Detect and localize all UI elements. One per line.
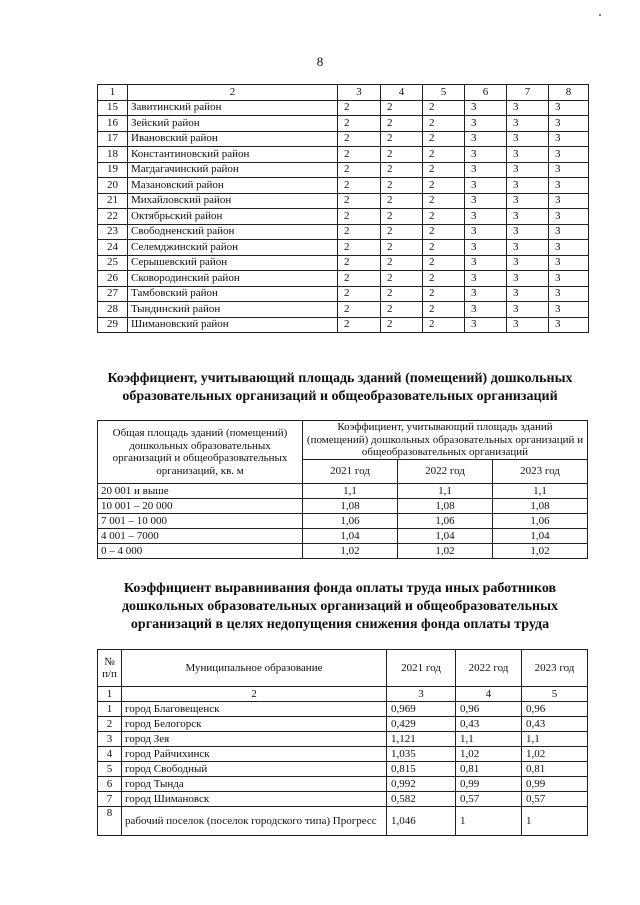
cell-value: 0,815: [387, 762, 456, 777]
district-name: Мазановский район: [128, 178, 338, 194]
cell-value: 2: [338, 224, 381, 240]
year-header: 2022 год: [456, 650, 522, 687]
cell-value: 3: [507, 147, 549, 163]
cell-value: 3: [549, 317, 589, 333]
cell-value: 1,035: [387, 747, 456, 762]
row-number: 17: [98, 131, 128, 147]
area-range: 20 001 и выше: [98, 484, 303, 499]
cell-value: 2: [381, 240, 423, 256]
district-name: Тындинский район: [128, 302, 338, 318]
year-header: 2023 год: [522, 650, 588, 687]
cell-value: 2: [338, 286, 381, 302]
table-row: [98, 499, 588, 514]
cell-value: 3: [507, 193, 549, 209]
area-range: 10 001 – 20 000: [98, 499, 303, 514]
cell-value: 3: [507, 240, 549, 256]
cell-value: 0,57: [456, 792, 522, 807]
cell-value: 3: [549, 131, 589, 147]
cell-value: 2: [423, 147, 465, 163]
cell-value: 3: [465, 100, 507, 116]
title-line: Коэффициент выравнивания фонда оплаты труда иных работников: [123, 581, 557, 596]
district-name: Магдагачинский район: [128, 162, 338, 178]
cell-value: 2: [338, 162, 381, 178]
cell-value: 3: [465, 302, 507, 318]
cell-value: 3: [507, 302, 549, 318]
cell-value: 2: [423, 116, 465, 132]
cell-value: 3: [465, 224, 507, 240]
cell-value: 3: [507, 286, 549, 302]
table-row: [98, 777, 588, 792]
cell-value: 2: [381, 131, 423, 147]
column-index: 3: [387, 687, 456, 702]
header-cell: 7: [507, 85, 549, 101]
cell-value: 3: [465, 271, 507, 287]
cell-value: 0,429: [387, 717, 456, 732]
cell-value: 2: [338, 317, 381, 333]
area-coefficient-table: [97, 420, 588, 559]
cell-value: 1,1: [456, 732, 522, 747]
cell-value: 2: [423, 224, 465, 240]
cell-value: 1,1: [303, 484, 398, 499]
row-number: 27: [98, 286, 128, 302]
row-number: 1: [98, 702, 122, 717]
cell-value: 3: [549, 100, 589, 116]
table-row: [98, 209, 589, 225]
year-header: 2023 год: [493, 460, 588, 484]
cell-value: 2: [381, 147, 423, 163]
wage-fund-coefficient-table: [97, 649, 588, 836]
district-name: Свободненский район: [128, 224, 338, 240]
column-index-row: [98, 687, 588, 702]
cell-value: 2: [338, 209, 381, 225]
cell-value: 1,02: [303, 544, 398, 559]
cell-value: 0,81: [456, 762, 522, 777]
cell-value: 3: [465, 255, 507, 271]
municipality-name: город Шимановск: [122, 792, 387, 807]
table-row: [98, 193, 589, 209]
cell-value: 2: [423, 255, 465, 271]
cell-value: 2: [338, 147, 381, 163]
cell-value: 1,046: [387, 807, 456, 836]
table-row: [98, 178, 589, 194]
table-row: [98, 807, 588, 836]
cell-value: 2: [338, 271, 381, 287]
cell-value: 1: [456, 807, 522, 836]
cell-value: 1,02: [522, 747, 588, 762]
row-number: 2: [98, 717, 122, 732]
cell-value: 3: [507, 100, 549, 116]
table-row: [98, 717, 588, 732]
cell-value: 2: [423, 178, 465, 194]
cell-value: 2: [338, 255, 381, 271]
municipality-name: город Тында: [122, 777, 387, 792]
district-name: Завитинский район: [128, 100, 338, 116]
cell-value: 3: [549, 116, 589, 132]
table-row: [98, 792, 588, 807]
title-line: Коэффициент, учитывающий площадь зданий (помещений) дошкольных: [107, 371, 573, 386]
cell-value: 3: [507, 317, 549, 333]
cell-value: 3: [549, 255, 589, 271]
page-number: 8: [316, 54, 324, 69]
cell-value: 1,04: [493, 529, 588, 544]
section-title-area-coefficient: [80, 370, 600, 406]
cell-value: 3: [507, 131, 549, 147]
cell-value: 2: [381, 162, 423, 178]
municipality-name: город Белогорск: [122, 717, 387, 732]
cell-value: 2: [381, 100, 423, 116]
cell-value: 2: [423, 162, 465, 178]
table-row: [98, 147, 589, 163]
row-number: 21: [98, 193, 128, 209]
cell-value: 0,992: [387, 777, 456, 792]
cell-value: 2: [423, 302, 465, 318]
cell-value: 3: [465, 162, 507, 178]
cell-value: 3: [549, 147, 589, 163]
cell-value: 0,99: [456, 777, 522, 792]
cell-value: 2: [338, 193, 381, 209]
cell-value: 2: [338, 131, 381, 147]
cell-value: 2: [381, 224, 423, 240]
district-name: Тамбовский район: [128, 286, 338, 302]
table-row: [98, 162, 589, 178]
header-cell: 1: [98, 85, 128, 101]
table-row: [98, 732, 588, 747]
cell-value: 3: [549, 209, 589, 225]
district-name: Серышевский район: [128, 255, 338, 271]
row-number: 28: [98, 302, 128, 318]
table-row: [98, 224, 589, 240]
municipality-name: город Зея: [122, 732, 387, 747]
title-line: организаций в целях недопущения снижения фонда оплаты труда: [130, 617, 550, 632]
district-name: Михайловский район: [128, 193, 338, 209]
cell-value: 3: [507, 271, 549, 287]
cell-value: 2: [423, 286, 465, 302]
row-number: 5: [98, 762, 122, 777]
cell-value: 0,43: [522, 717, 588, 732]
cell-value: 2: [381, 286, 423, 302]
cell-value: 3: [507, 224, 549, 240]
table-row: [98, 317, 589, 333]
table-row: [98, 255, 589, 271]
cell-value: 2: [381, 271, 423, 287]
cell-value: 2: [381, 317, 423, 333]
cell-value: 2: [381, 209, 423, 225]
row-number: 24: [98, 240, 128, 256]
header-cell: 3: [338, 85, 381, 101]
cell-value: 3: [549, 271, 589, 287]
coefficient-group-header: Коэффициент, учитывающий площадь зданий (помещений) дошкольных образовательных организаций и общеобразовательных организаций: [303, 421, 588, 460]
cell-value: 3: [465, 193, 507, 209]
row-number: 26: [98, 271, 128, 287]
cell-value: 3: [465, 147, 507, 163]
cell-value: 2: [381, 255, 423, 271]
area-column-header: Общая площадь зданий (помещений) дошкольных образовательных организаций и общеобразовательных организаций, кв. м: [98, 421, 303, 484]
table-row: [98, 271, 589, 287]
cell-value: 2: [423, 100, 465, 116]
table-row: [98, 302, 589, 318]
cell-value: 3: [549, 286, 589, 302]
cell-value: 2: [423, 193, 465, 209]
cell-value: 2: [381, 178, 423, 194]
district-name: Октябрьский район: [128, 209, 338, 225]
table-row: [98, 544, 588, 559]
row-number: 20: [98, 178, 128, 194]
cell-value: 1,02: [456, 747, 522, 762]
districts-table: [97, 84, 589, 333]
cell-value: 1,06: [398, 514, 493, 529]
cell-value: 2: [381, 116, 423, 132]
row-number: 23: [98, 224, 128, 240]
cell-value: 1,04: [303, 529, 398, 544]
table-row: [98, 286, 589, 302]
district-name: Сковородинский район: [128, 271, 338, 287]
cell-value: 2: [423, 317, 465, 333]
cell-value: 3: [549, 178, 589, 194]
cell-value: 2: [338, 116, 381, 132]
scan-speck: [599, 14, 601, 16]
header-cell: 6: [465, 85, 507, 101]
table-row: [98, 116, 589, 132]
cell-value: 0,969: [387, 702, 456, 717]
cell-value: 2: [423, 131, 465, 147]
year-header: 2021 год: [387, 650, 456, 687]
header-cell: 5: [423, 85, 465, 101]
row-number: 25: [98, 255, 128, 271]
cell-value: 3: [549, 193, 589, 209]
header-cell: 8: [549, 85, 589, 101]
cell-value: 2: [381, 302, 423, 318]
cell-value: 3: [549, 240, 589, 256]
row-number: 19: [98, 162, 128, 178]
cell-value: 1,08: [398, 499, 493, 514]
district-name: Константиновский район: [128, 147, 338, 163]
section-title-wage-fund-coefficient: [80, 580, 600, 634]
cell-value: 3: [507, 209, 549, 225]
cell-value: 1,08: [303, 499, 398, 514]
cell-value: 0,43: [456, 717, 522, 732]
row-number: 22: [98, 209, 128, 225]
table-row: [98, 514, 588, 529]
table-header-row: [98, 650, 588, 687]
cell-value: 1,121: [387, 732, 456, 747]
cell-value: 3: [465, 240, 507, 256]
row-number: 7: [98, 792, 122, 807]
cell-value: 0,99: [522, 777, 588, 792]
cell-value: 1,06: [303, 514, 398, 529]
cell-value: 3: [507, 116, 549, 132]
municipality-column-header: Муниципальное образование: [122, 650, 387, 687]
district-name: Шимановский район: [128, 317, 338, 333]
cell-value: 3: [507, 178, 549, 194]
municipality-name: рабочий поселок (поселок городского типа) Прогресс: [122, 807, 387, 836]
row-number: 18: [98, 147, 128, 163]
row-number: 4: [98, 747, 122, 762]
cell-value: 1: [522, 807, 588, 836]
cell-value: 3: [465, 209, 507, 225]
cell-value: 1,06: [493, 514, 588, 529]
table-row: [98, 702, 588, 717]
row-number: 6: [98, 777, 122, 792]
district-name: Селемджинский район: [128, 240, 338, 256]
cell-value: 3: [465, 131, 507, 147]
cell-value: 0,57: [522, 792, 588, 807]
area-range: 4 001 – 7000: [98, 529, 303, 544]
cell-value: 2: [338, 240, 381, 256]
cell-value: 2: [423, 240, 465, 256]
cell-value: 1,08: [493, 499, 588, 514]
cell-value: 3: [465, 317, 507, 333]
cell-value: 1,1: [493, 484, 588, 499]
cell-value: 3: [465, 116, 507, 132]
cell-value: 3: [507, 255, 549, 271]
row-number: 8: [98, 807, 122, 836]
cell-value: 0,96: [522, 702, 588, 717]
cell-value: 2: [381, 193, 423, 209]
title-line: дошкольных образовательных организаций и общеобразовательных: [121, 599, 559, 614]
cell-value: 1,04: [398, 529, 493, 544]
district-name: Ивановский район: [128, 131, 338, 147]
row-number: 3: [98, 732, 122, 747]
cell-value: 3: [507, 162, 549, 178]
cell-value: 3: [549, 162, 589, 178]
cell-value: 1,02: [398, 544, 493, 559]
table-row: [98, 100, 589, 116]
row-number: 15: [98, 100, 128, 116]
cell-value: 2: [338, 302, 381, 318]
cell-value: 2: [338, 100, 381, 116]
header-cell: 2: [128, 85, 338, 101]
area-range: 0 – 4 000: [98, 544, 303, 559]
table-header-row: [98, 421, 588, 460]
municipality-name: город Свободный: [122, 762, 387, 777]
cell-value: 3: [549, 224, 589, 240]
column-index: 4: [456, 687, 522, 702]
row-number: 16: [98, 116, 128, 132]
table-row: [98, 131, 589, 147]
number-column-header: № п/п: [98, 650, 122, 687]
area-range: 7 001 – 10 000: [98, 514, 303, 529]
cell-value: 1,1: [398, 484, 493, 499]
title-line: образовательных организаций и общеобразовательных организаций: [122, 389, 558, 404]
district-name: Зейский район: [128, 116, 338, 132]
table-row: [98, 484, 588, 499]
cell-value: 0,81: [522, 762, 588, 777]
table-row: [98, 762, 588, 777]
cell-value: 3: [549, 302, 589, 318]
row-number: 29: [98, 317, 128, 333]
cell-value: 3: [465, 286, 507, 302]
column-index: 2: [122, 687, 387, 702]
cell-value: 2: [338, 178, 381, 194]
table-row: [98, 529, 588, 544]
year-header: 2022 год: [398, 460, 493, 484]
year-header: 2021 год: [303, 460, 398, 484]
table-row: [98, 240, 589, 256]
column-index: 1: [98, 687, 122, 702]
table-row: [98, 747, 588, 762]
table-header-row: [98, 85, 589, 101]
column-index: 5: [522, 687, 588, 702]
cell-value: 3: [465, 178, 507, 194]
header-cell: 4: [381, 85, 423, 101]
municipality-name: город Благовещенск: [122, 702, 387, 717]
municipality-name: город Райчихинск: [122, 747, 387, 762]
cell-value: 2: [423, 271, 465, 287]
cell-value: 1,02: [493, 544, 588, 559]
cell-value: 0,582: [387, 792, 456, 807]
cell-value: 1,1: [522, 732, 588, 747]
cell-value: 2: [423, 209, 465, 225]
cell-value: 0,96: [456, 702, 522, 717]
